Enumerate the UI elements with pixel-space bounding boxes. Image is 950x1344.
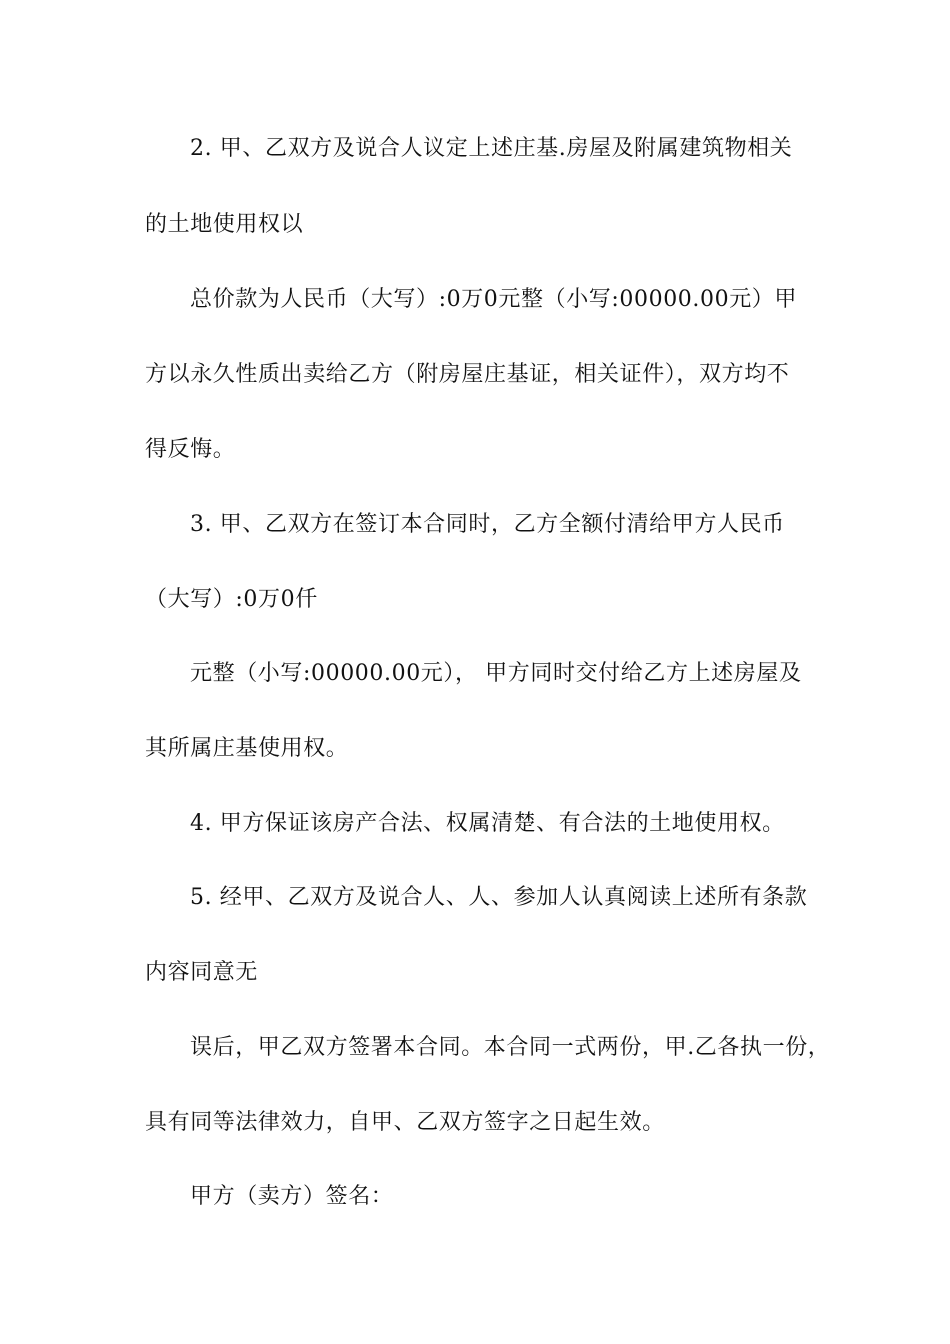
clause-4-line-1: 4. 甲方保证该房产合法、权属清楚、有合法的土地使用权。 — [190, 811, 785, 836]
clause-5-line-1: 5. 经甲、乙双方及说合人、人、参加人认真阅读上述所有条款 — [190, 885, 808, 910]
clause-3-line-3: 元整（小写:00000.00元）， 甲方同时交付给乙方上述房屋及 — [190, 661, 802, 686]
clause-5-line-2: 内容同意无 — [145, 960, 259, 985]
clause-2-line-4: 方以永久性质出卖给乙方（附房屋庄基证，相关证件），双方均不 — [145, 362, 790, 387]
clause-3-line-4: 其所属庄基使用权。 — [145, 736, 349, 761]
clause-2-line-1: 2. 甲、乙双方及说合人议定上述庄基.房屋及附属建筑物相关 — [190, 136, 793, 161]
clause-3-line-1: 3. 甲、乙双方在签订本合同时，乙方全额付清给甲方人民币 — [190, 512, 785, 537]
seller-signature-label: 甲方（卖方）签名： — [190, 1184, 394, 1209]
clause-5-line-4: 具有同等法律效力，自甲、乙双方签字之日起生效。 — [145, 1110, 665, 1135]
clause-2-line-5: 得反悔。 — [145, 437, 236, 462]
clause-3-line-2: （大写）:0万0仟 — [145, 587, 318, 612]
clause-2-line-2: 的土地使用权以 — [145, 212, 304, 237]
clause-5-line-3: 误后，甲乙双方签署本合同。本合同一式两份，甲.乙各执一份， — [190, 1035, 831, 1060]
clause-2-line-3: 总价款为人民币（大写）:0万0元整（小写:00000.00元）甲 — [190, 287, 797, 312]
